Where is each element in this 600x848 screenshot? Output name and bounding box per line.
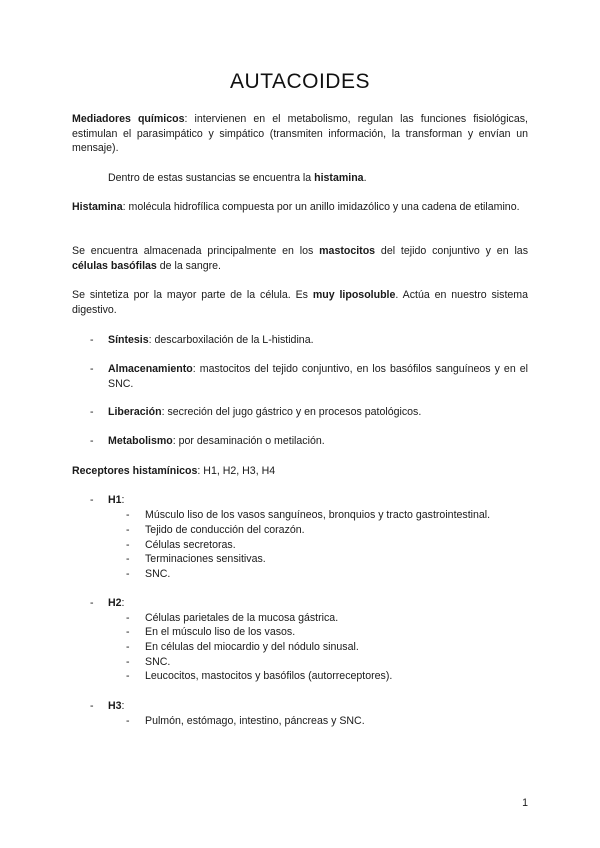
term-histamina: Histamina: [72, 201, 123, 213]
paragraph-almacenada: Se encuentra almacenada principalmente en los mastocitos del tejido conjuntivo y en las células basófilas de la sangre.: [72, 245, 528, 272]
page-title: AUTACOIDES: [230, 70, 370, 93]
paragraph-histamina-def: Histamina: molécula hidrofílica compuesta por un anillo imidazólico y una cadena de etilamino.: [72, 201, 520, 213]
paragraph-mediadores: Mediadores químicos: intervienen en el metabolismo, regulan las funciones fisiológicas, estimulan el parasimpático y simpático (transmiten información, la transforman y envían un mensaje).: [72, 113, 528, 155]
paragraph-histamina-intro: Dentro de estas sustancias se encuentra la histamina.: [108, 172, 367, 184]
page-number: 1: [522, 797, 528, 809]
term-mediadores: Mediadores químicos: [72, 113, 185, 125]
receptors-heading: Receptores histamínicos: H1, H2, H3, H4: [72, 465, 276, 477]
paragraph-sintetiza: Se sintetiza por la mayor parte de la célula. Es muy liposoluble. Actúa en nuestro sistema digestivo.: [72, 289, 529, 316]
